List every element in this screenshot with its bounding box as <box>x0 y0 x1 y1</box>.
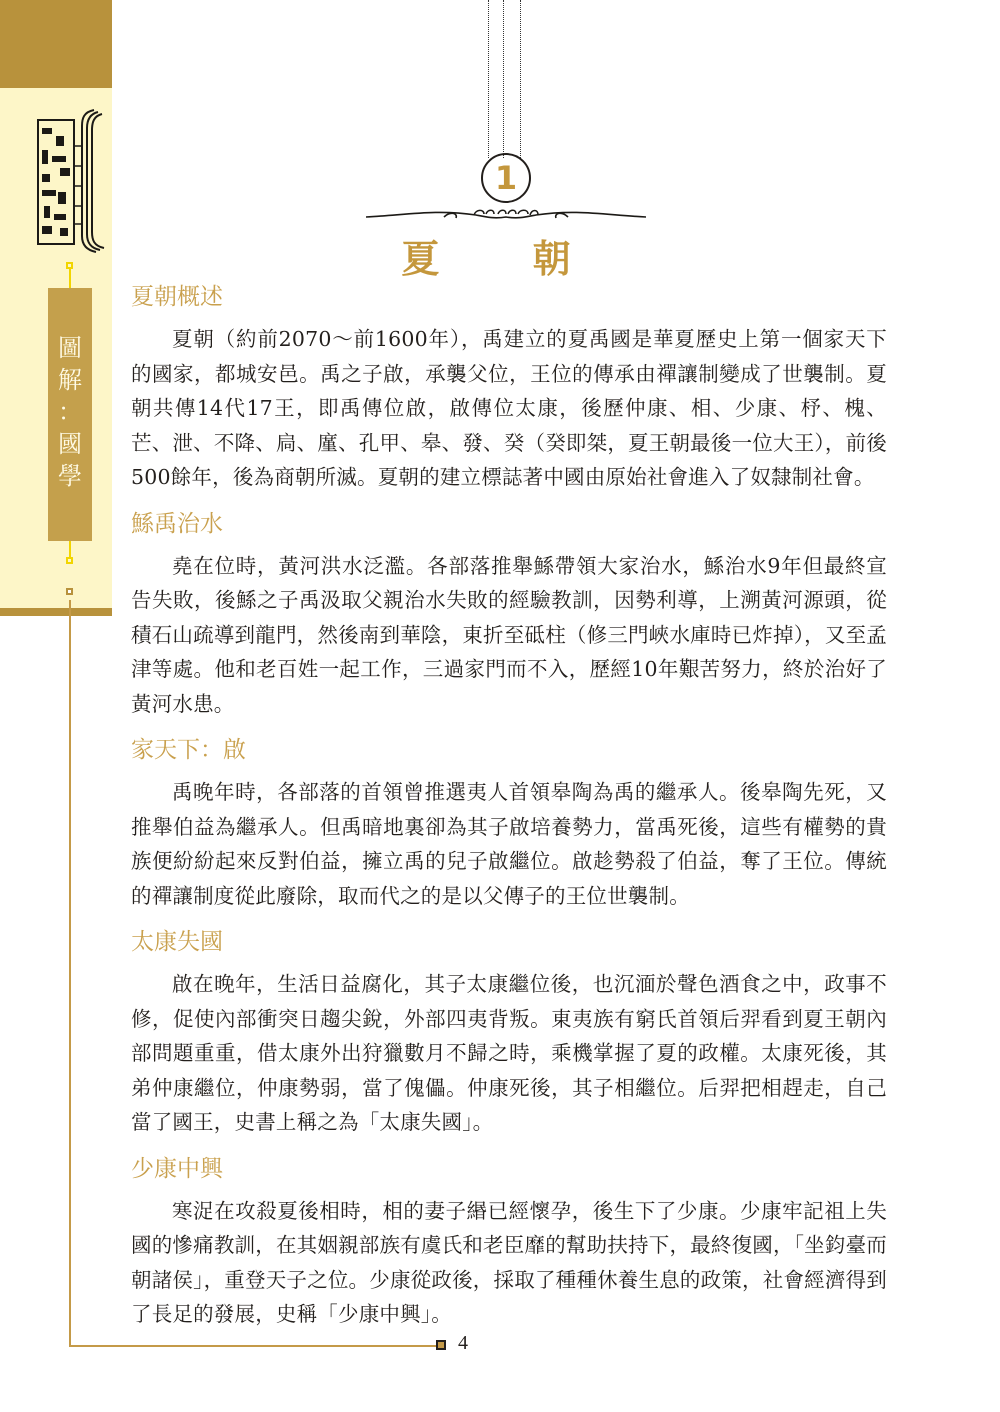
page-marker-icon <box>436 1340 446 1350</box>
section-heading: 鯀禹治水 <box>131 510 223 537</box>
section-paragraph: 夏朝（約前2070～前1600年），禹建立的夏禹國是華夏歷史上第一個家天下的國家，都城安邑。禹之子啟，承襲父位，王位的傳承由禪讓制變成了世襲制。夏朝共傳14代17王，即禹傳位啟，啟傳位太康，後歷仲康、相、少康、杼、槐、芒、泄、不降、扃、廑、孔甲、皋、發、癸（癸即桀，夏王朝最後一位大王），前後500餘年，後為商朝所滅。夏朝的建立標誌著中國由原始社會進入了奴隸制社會。 <box>131 327 887 489</box>
chapter-number-badge: 1 <box>481 153 531 203</box>
connector-node <box>66 588 73 595</box>
label-char: 解 <box>58 366 82 394</box>
section-paragraph: 禹晚年時，各部落的首領曾推選夷人首領皋陶為禹的繼承人。後皋陶先死，又推舉伯益為繼承人。但禹暗地裏卻為其子啟培養勢力，當禹死後，這些有權勢的貴族便紛紛起來反對伯益，擁立禹的兒子啟繼位。啟趁勢殺了伯益，奪了王位。傳統的禪讓制度從此廢除，取而代之的是以父傳子的王位世襲制。 <box>131 780 887 908</box>
label-char: 國 <box>58 430 82 458</box>
section-heading: 夏朝概述 <box>131 284 223 310</box>
label-char: 圖 <box>58 334 82 362</box>
label-char: ： <box>58 398 82 426</box>
section-taikang-loss <box>131 927 887 1140</box>
flourish-divider-icon <box>366 205 646 229</box>
chapter-title: 夏 朝 <box>401 237 611 281</box>
connector-node <box>66 557 73 564</box>
page-frame-line <box>69 600 71 1346</box>
section-gun-yu-flood-control <box>131 509 887 722</box>
page-frame-line <box>69 1345 437 1347</box>
book-series-label <box>48 288 92 541</box>
sidebar-bottom-bar <box>0 608 112 616</box>
page-number: 4 <box>458 1332 468 1354</box>
hanging-dotted-lines <box>488 0 524 158</box>
section-heading: 少康中興 <box>131 1155 223 1182</box>
section-heading: 太康失國 <box>131 929 223 955</box>
section-paragraph: 寒浞在攻殺夏後相時，相的妻子緡已經懷孕，後生下了少康。少康牢記祖上失國的慘痛教訓，在其姻親部族有虞氏和老臣靡的幫助扶持下，最終復國，「坐鈞臺而朝諸侯」，重登天子之位。少康從政後，採取了種種休養生息的政策，社會經濟得到了長足的發展，史稱「少康中興」。 <box>131 1198 887 1326</box>
section-heading: 家天下：啟 <box>131 737 246 763</box>
section-xia-overview <box>131 282 887 495</box>
article-body <box>131 282 887 1342</box>
section-paragraph: 啟在晚年，生活日益腐化，其子太康繼位後，也沉湎於聲色酒食之中，政事不修，促使內部衝突日趨尖銳，外部四夷背叛。東夷族有窮氏首領后羿看到夏王朝內部問題重重，借太康外出狩獵數月不歸之時，乘機掌握了夏的政權。太康死後，其弟仲康繼位，仲康勢弱，當了傀儡。仲康死後，其子相繼位。后羿把相趕走，自己當了國王，史書上稱之為「太康失國」。 <box>131 972 887 1134</box>
section-paragraph: 堯在位時，黃河洪水泛濫。各部落推舉鯀帶領大家治水，鯀治水9年但最終宣告失敗，後鯀之子禹汲取父親治水失敗的經驗教訓，因勢利導，上溯黃河源頭，從積石山疏導到龍門，然後南到華陰，東折至砥柱（修三門峽水庫時已炸掉），又至孟津等處。他和老百姓一起工作，三過家門而不入，歷經10年艱苦努力，終於治好了黃河水患。 <box>131 553 887 716</box>
section-shaokang-revival <box>131 1154 887 1332</box>
section-qi-hereditary <box>131 735 887 913</box>
label-char: 學 <box>58 462 82 490</box>
sidebar-header-block <box>0 0 112 88</box>
